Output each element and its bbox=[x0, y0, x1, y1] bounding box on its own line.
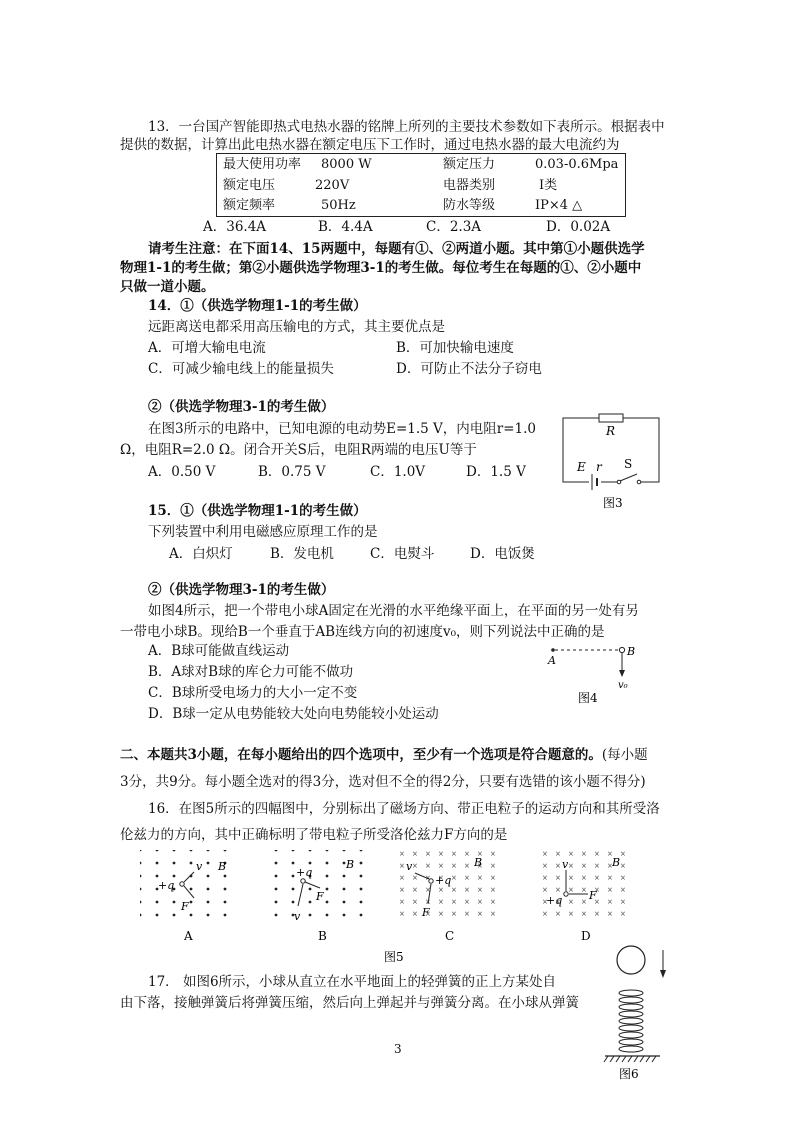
spec-label: 电器类别 bbox=[443, 178, 496, 193]
spec-value: Ⅰ类 bbox=[539, 178, 558, 193]
figure-5-caption: 图5 bbox=[384, 950, 404, 964]
notice-line1: 请考生注意：在下面14、15两题中，每题有①、②两道小题。其中第①小题供选学 bbox=[148, 241, 645, 257]
q14-part1-title: 14．①（供选学物理1-1的考生做） bbox=[148, 298, 367, 314]
panel-b bbox=[273, 850, 365, 943]
charge-label: +q bbox=[158, 879, 175, 892]
spec-label: 额定频率 bbox=[223, 198, 276, 213]
field-label: B bbox=[218, 860, 227, 873]
spec-label: 额定压力 bbox=[443, 157, 496, 172]
fall-arrowhead bbox=[660, 970, 666, 978]
q15-part2-option-b: B．A球对B球的库仑力可能不做功 bbox=[148, 664, 354, 680]
q17-line2: 由下落，接触弹簧后将弹簧压缩，然后向上弹起并与弹簧分离。在小球从弹簧 bbox=[120, 995, 579, 1011]
spec-label: 防水等级 bbox=[443, 198, 496, 213]
spec-value: IP×4 △ bbox=[535, 198, 583, 213]
q14-part2-line2: Ω，电阻R=2.0 Ω。闭合开关S后，电阻R两端的电压U等于 bbox=[120, 442, 477, 458]
spring-coil bbox=[619, 990, 643, 1052]
charge-label: +q bbox=[296, 866, 313, 879]
spec-label: 最大使用功率 bbox=[223, 157, 302, 172]
force-label: F bbox=[422, 906, 430, 919]
q14-part2-option-d: D．1.5 V bbox=[466, 464, 526, 480]
ball-a bbox=[551, 648, 555, 652]
figure-4-charges bbox=[542, 640, 642, 710]
ball-b-label: B bbox=[627, 645, 636, 658]
q14-part1-option-d: D．可防止不法分子窃电 bbox=[396, 361, 542, 377]
spec-value: 8000 W bbox=[321, 157, 372, 172]
ball-b bbox=[619, 647, 624, 652]
field-label: B bbox=[474, 856, 483, 869]
internal-resistance-label: r bbox=[596, 460, 602, 474]
figure-5 bbox=[138, 848, 638, 966]
page-number: 3 bbox=[394, 1042, 402, 1056]
q17-line1: 17． 如图6所示，小球从直立在水平地面上的轻弹簧的正上方某处自 bbox=[148, 974, 557, 990]
q15-part2-line2: 一带电小球B。现给B一个垂直于AB连线方向的初速度v₀，则下列说法中正确的是 bbox=[120, 624, 605, 640]
figure-6-caption: 图6 bbox=[619, 1067, 639, 1081]
panel-d bbox=[536, 850, 634, 943]
q13-option-c: C．2.3A bbox=[426, 219, 482, 235]
panel-c bbox=[400, 850, 496, 943]
q13-option-b: B．4.4A bbox=[318, 219, 373, 235]
q15-part1-option-c: C．电熨斗 bbox=[370, 546, 435, 562]
notice-line3: 只做一道小题。 bbox=[120, 279, 215, 295]
q15-part2-option-c: C．B球所受电场力的大小一定不变 bbox=[148, 685, 358, 701]
section-2-scoring: (每小题 bbox=[601, 747, 648, 763]
resistor-symbol bbox=[599, 414, 623, 422]
ball-a-label: A bbox=[548, 654, 556, 667]
switch-contact bbox=[637, 480, 641, 484]
spec-value: 0.03-0.6Mpa bbox=[535, 157, 619, 172]
field-label: B bbox=[346, 858, 355, 871]
q15-part1-title: 15．①（供选学物理1-1的考生做） bbox=[148, 503, 367, 519]
q15-part2-title: ②（供选学物理3-1的考生做） bbox=[148, 582, 335, 598]
emf-label: E bbox=[577, 460, 586, 474]
ball bbox=[617, 946, 645, 974]
q14-part2-title: ②（供选学物理3-1的考生做） bbox=[148, 399, 335, 415]
q14-part2-option-c: C．1.0V bbox=[370, 464, 426, 480]
velocity-label: v bbox=[196, 860, 203, 873]
q15-part1-option-a: A．白炽灯 bbox=[169, 546, 233, 562]
resistor-label: R bbox=[606, 424, 616, 438]
notice-line2: 物理1-1的考生做；第②小题供选学物理3-1的考生做。每位考生在每题的①、②小题中 bbox=[120, 260, 642, 276]
q14-part1-option-a: A．可增大输电电流 bbox=[148, 340, 266, 356]
velocity-label: v bbox=[406, 860, 413, 873]
q14-part1-stem: 远距离送电都采用高压输电的方式，其主要优点是 bbox=[148, 319, 445, 335]
section-2-line1 bbox=[120, 746, 648, 764]
q14-part2-option-b: B．0.75 V bbox=[258, 464, 326, 480]
q14-part1-option-c: C．可减少输电线上的能量损失 bbox=[148, 361, 334, 377]
spec-value: 220V bbox=[315, 178, 350, 193]
switch-label: S bbox=[624, 457, 633, 471]
q13-line2: 提供的数据，计算出此电热水器在额定电压下工作时，通过电热水器的最大电流约为 bbox=[120, 137, 620, 153]
velocity-arrowhead bbox=[619, 670, 625, 677]
q13-option-d: D．0.02A bbox=[546, 219, 611, 235]
force-label: F bbox=[589, 889, 597, 902]
figure-3-circuit bbox=[555, 410, 670, 515]
ground-hatching bbox=[604, 1056, 656, 1062]
q14-part2-line1: 在图3所示的电路中，已知电源的电动势E=1.5 V，内电阻r=1.0 bbox=[148, 421, 536, 437]
figure-6-spring bbox=[600, 938, 670, 1083]
q14-part1-option-b: B．可加快输电速度 bbox=[396, 340, 514, 356]
figure-4-caption: 图4 bbox=[578, 691, 598, 705]
spec-value: 50Hz bbox=[321, 198, 356, 213]
q15-part2-option-a: A．B球可能做直线运动 bbox=[148, 643, 290, 659]
panel-a bbox=[140, 850, 240, 943]
q15-part1-stem: 下列装置中利用电磁感应原理工作的是 bbox=[148, 524, 378, 540]
figure-3-caption: 图3 bbox=[603, 496, 623, 510]
panel-c-label: C bbox=[445, 929, 455, 943]
q13-option-a: A．36.4A bbox=[203, 219, 267, 235]
panel-b-label: B bbox=[318, 929, 327, 943]
section-2-heading: 二、本题共3小题，在每小题给出的四个选项中，至少有一个选项是符合题意的。 bbox=[120, 747, 602, 763]
spec-table bbox=[216, 153, 626, 217]
q14-part2-option-a: A．0.50 V bbox=[148, 464, 216, 480]
force-label: F bbox=[316, 890, 324, 903]
section-2-line2: 3分，共9分。每小题全选对的得3分，选对但不全的得2分，只要有选错的该小题不得分) bbox=[120, 774, 646, 790]
q13-line1: 13．一台国产智能即热式电热水器的铭牌上所列的主要技术参数如下表所示。根据表中 bbox=[148, 119, 665, 135]
q15-part2-line1: 如图4所示，把一个带电小球A固定在光滑的水平绝缘平面上，在平面的另一处有另 bbox=[148, 603, 639, 619]
velocity-label: v bbox=[294, 910, 301, 923]
charge-label: +q bbox=[546, 894, 563, 907]
charge-label: +q bbox=[435, 874, 452, 887]
q15-part1-option-b: B．发电机 bbox=[270, 546, 334, 562]
field-label: B bbox=[612, 856, 621, 869]
panel-a-label: A bbox=[184, 929, 193, 943]
q15-part1-option-d: D．电饭煲 bbox=[470, 546, 535, 562]
q16-line1: 16．在图5所示的四幅图中，分别标出了磁场方向、带正电粒子的运动方向和其所受洛 bbox=[148, 801, 660, 817]
q15-part2-option-d: D．B球一定从电势能较大处向电势能较小处运动 bbox=[148, 706, 439, 722]
velocity-label: v₀ bbox=[618, 680, 628, 691]
velocity-label: v bbox=[562, 858, 569, 871]
q16-line2: 伦兹力的方向，其中正确标明了带电粒子所受洛伦兹力F方向的是 bbox=[120, 827, 508, 843]
panel-d-label: D bbox=[581, 929, 591, 943]
spec-label: 额定电压 bbox=[223, 178, 276, 193]
force-label: F bbox=[181, 900, 189, 913]
